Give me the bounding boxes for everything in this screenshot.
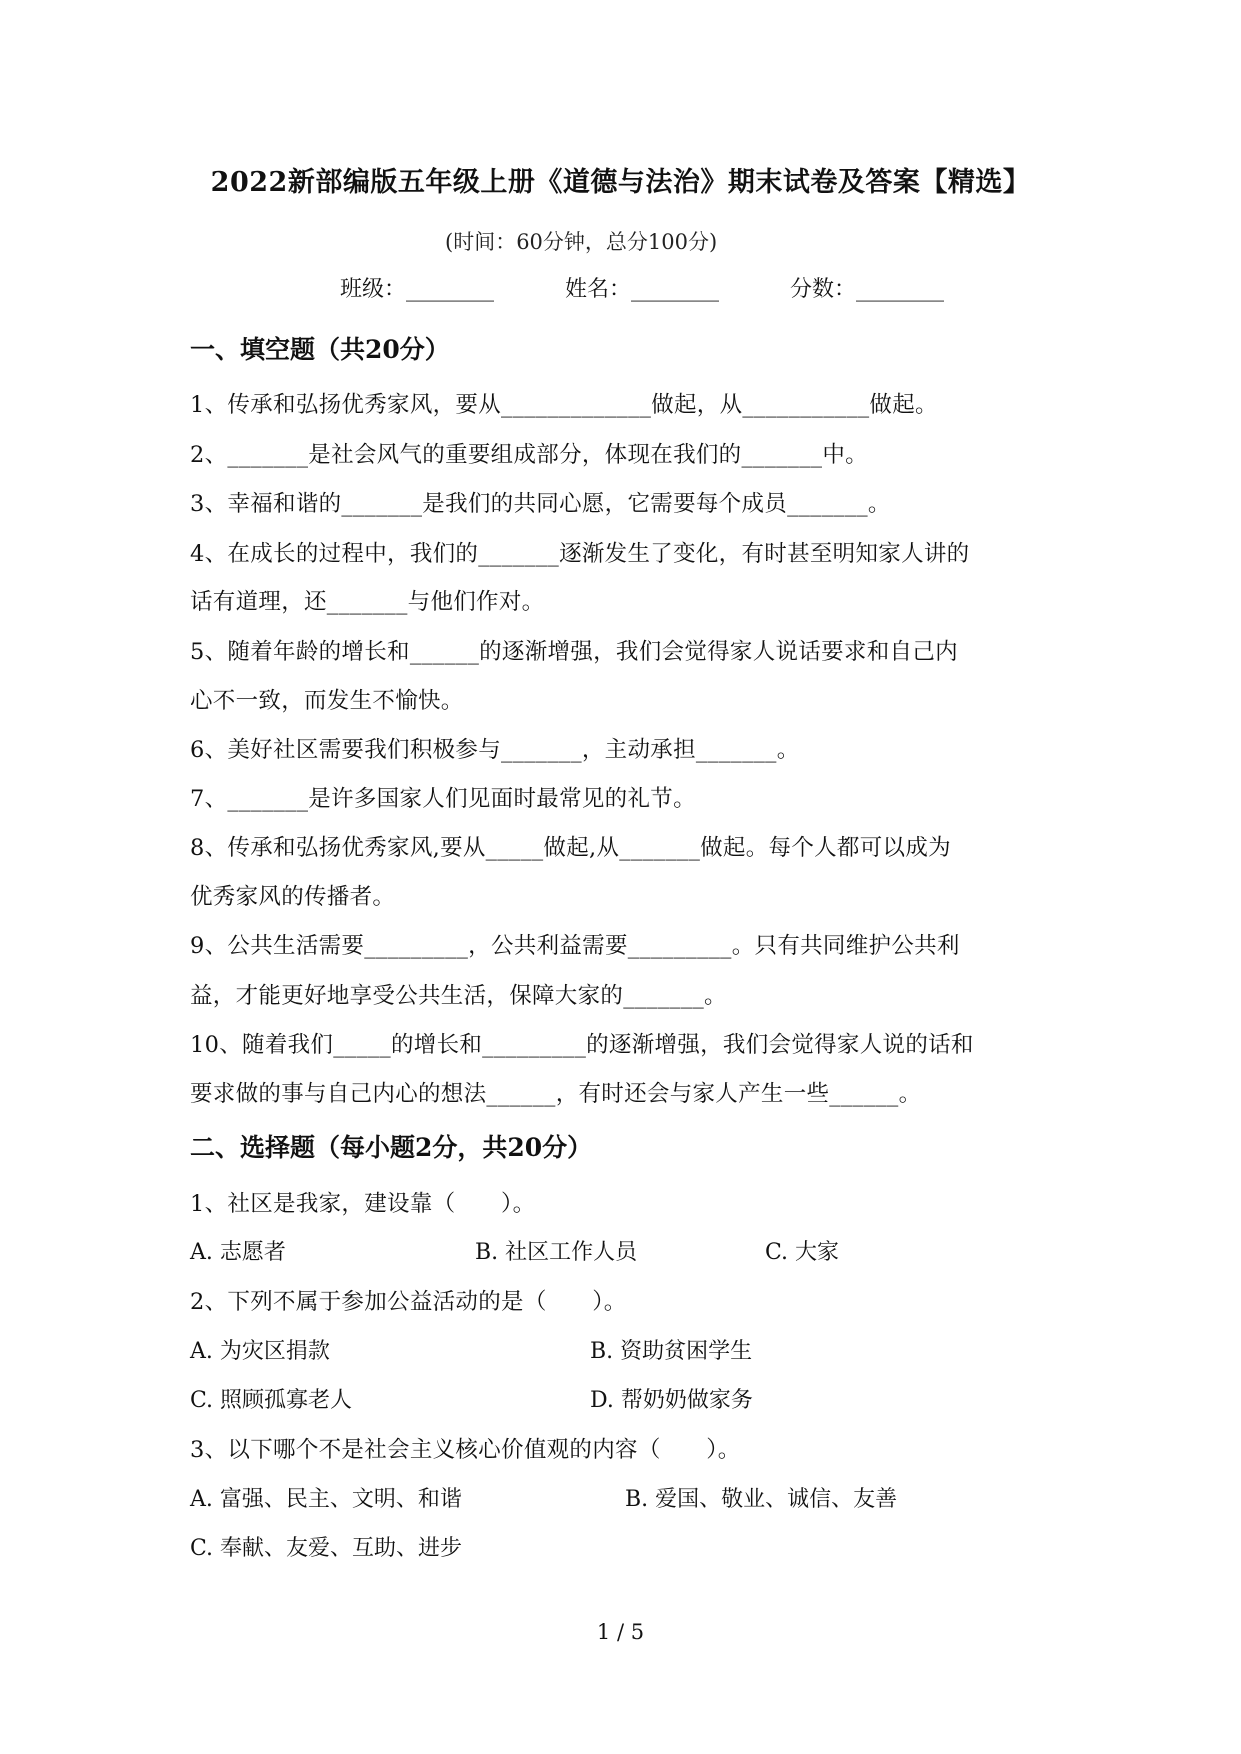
question-line: 6、美好社区需要我们积极参与_______，主动承担_______。 (190, 737, 800, 763)
question-line: 5、随着年龄的增长和______的逐渐增强，我们会觉得家人说话要求和自己内 (190, 639, 958, 665)
question-line: 8、传承和弘扬优秀家风,要从_____做起,从_______做起。每个人都可以成为 (190, 835, 951, 861)
choice-question-stem: 1、社区是我家，建设靠（ ）。 (190, 1191, 536, 1217)
question-line: 优秀家风的传播者。 (190, 884, 396, 910)
choice-option: D. 帮奶奶做家务 (590, 1388, 753, 1413)
class-field: 班级：________ (340, 277, 495, 302)
question-line: 7、_______是许多国家人们见面时最常见的礼节。 (190, 786, 696, 812)
question-line: 心不一致，而发生不愉快。 (190, 688, 464, 714)
page-number: 1 / 5 (596, 1620, 645, 1644)
question-line: 4、在成长的过程中，我们的_______逐渐发生了变化，有时甚至明知家人讲的 (190, 541, 970, 567)
question-line: 2、_______是社会风气的重要组成部分，体现在我们的_______中。 (190, 442, 868, 468)
choice-option: B. 爱国、敬业、诚信、友善 (625, 1487, 898, 1512)
question-line: 9、公共生活需要_________，公共利益需要_________。只有共同维护公共利 (190, 933, 960, 959)
exam-time-info: (时间：60分钟，总分100分) (445, 230, 718, 254)
choice-option: B. 资助贫困学生 (590, 1339, 753, 1364)
question-line: 话有道理，还_______与他们作对。 (190, 589, 545, 615)
choice-option: A. 富强、民主、文明、和谐 (190, 1487, 462, 1512)
choice-question-stem: 3、以下哪个不是社会主义核心价值观的内容（ ）。 (190, 1437, 741, 1463)
question-line: 要求做的事与自己内心的想法______，有时还会与家人产生一些______。 (190, 1081, 922, 1107)
question-line: 益，才能更好地享受公共生活，保障大家的_______。 (190, 983, 727, 1009)
section-heading-choice: 二、选择题（每小题2分，共20分） (190, 1133, 593, 1162)
choice-option: B. 社区工作人员 (475, 1240, 638, 1265)
choice-option: A. 为灾区捐款 (190, 1339, 330, 1364)
choice-option: A. 志愿者 (190, 1240, 286, 1265)
student-info-row (340, 272, 944, 303)
page-title: 2022新部编版五年级上册《道德与法治》期末试卷及答案【精选】 (210, 167, 1031, 198)
question-line: 3、幸福和谐的_______是我们的共同心愿，它需要每个成员_______。 (190, 491, 891, 517)
choice-question-stem: 2、下列不属于参加公益活动的是（ ）。 (190, 1289, 627, 1315)
choice-option: C. 奉献、友爱、互助、进步 (190, 1536, 463, 1561)
question-line: 1、传承和弘扬优秀家风，要从_____________做起，从___________做起。 (190, 392, 938, 418)
section-heading-fill-blank: 一、填空题（共20分） (190, 335, 450, 364)
choice-option: C. 大家 (765, 1240, 840, 1265)
question-line: 10、随着我们_____的增长和_________的逐渐增强，我们会觉得家人说的话和 (190, 1032, 974, 1058)
score-field: 分数：________ (790, 277, 945, 302)
name-field: 姓名：________ (565, 277, 720, 302)
choice-option: C. 照顾孤寡老人 (190, 1388, 353, 1413)
